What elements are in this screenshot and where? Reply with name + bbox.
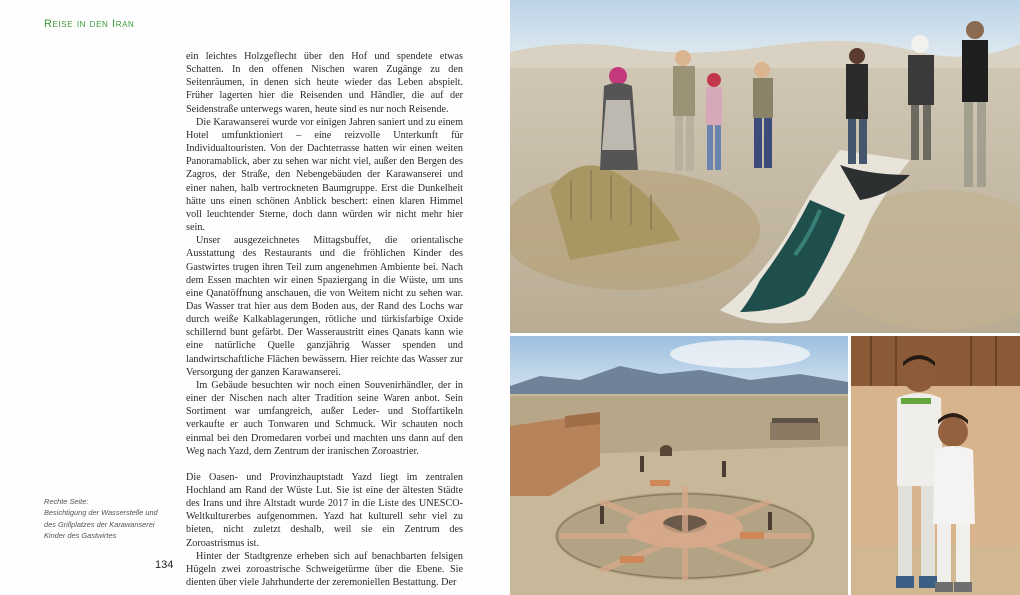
caption-line: des Grillplatzes der Karawanserei xyxy=(44,519,155,529)
paragraph: Die Oasen- und Provinzhauptstadt Yazd liegt im zentralen Hochland am Rand der Wüste Lut. Sie ist eine der ältesten Städte des Irans und ihre Altstadt wurde 2017 in die Liste des UNESCO-Weltkulturerbes aufgenommen. Yazd hat kulturell sehr viel zu bieten, nicht zuletzt deshalb, weil sie ein Zentrum des Zoroastrismus ist. xyxy=(186,471,463,549)
running-head: Reise in den Iran xyxy=(44,18,135,30)
paragraph: Im Gebäude besuchten wir noch einen Souvenirhändler, der in einer der Nischen nach alter Tradition seine Waren anbot. Sein Sortiment war umfangreich, außer Leder- und Stoffartikeln verkaufte er auch Tonwaren und Schmuck. Wir schauten noch einmal bei den Dromedaren vorbei und machten uns dann auf den Weg nach Yazd, dem Zentrum der iranischen Zoroastrier. xyxy=(186,379,463,457)
photo-caption xyxy=(44,496,179,541)
paragraph: Die Karawanserei wurde vor einigen Jahren saniert und zu einem Hotel umfunktioniert – eine reizvolle Unterkunft für Individualtouristen. Von der Dachterrasse hatten wir einen weiten Panoramablick, aber zu sehen war nicht viel, außer den Bergen des Zagros, der Straße, den Nebengebäuden der Karawanserei und einer nahen, halb vertrockneten Baumgruppe. Erst die Dunkelheit hätte uns einen schönen Anblick beschert: einen klaren Himmel voll leuchtender Sterne, doch dann würden wir nicht mehr hier sein. xyxy=(186,116,463,234)
photo-water-spring xyxy=(510,0,1020,333)
photo-children xyxy=(851,336,1020,595)
page-number: 134 xyxy=(155,559,174,571)
paragraph: ein leichtes Holzgeflecht über den Hof und spendete etwas Schatten. In den offenen Nischen waren Zugänge zu den Seitenräumen, in denen sich heute wieder das Leben abspielt. Früher lagerten hier die Reisenden und Händler, die auf der Seidenstraße unterwegs waren, heute sind es nur noch Reisende. xyxy=(186,51,463,115)
caption-line: Kinder des Gastwirtes xyxy=(44,530,117,540)
body-text xyxy=(186,50,463,589)
caption-line: Besichtigung der Wasserstelle und xyxy=(44,508,158,518)
paragraph: Hinter der Stadtgrenze erheben sich auf benachbarten felsigen Hügeln zwei zoroastrische Schweigetürme über die Ebene. Sie dienten über viele Jahrhunderte der zeremoniellen Bestattung. Der xyxy=(186,550,463,589)
paragraph: Unser ausgezeichnetes Mittagsbuffet, die orientalische Ausstattung des Restaurants und die fröhlichen Kinder des Gastwirtes trugen ihren Teil zum angenehmen Ambiente bei. Nach dem Essen machten wir einen Spaziergang in die Wüste, um uns eine Qanatöffnung anschauen, die von Weitem nicht zu sehen war. Das Wasser trat hier aus dem Boden aus, der Rand des Lochs war durch weiße Kalkablagerungen, rötliche und türkisfarbige Oxide schillernd bunt gefärbt. Der Wasseraustritt eines Qanats kann wie eine natürliche Quelle ganzjährig Wasser spenden und landwirtschaftliche Flächen bewässern. Hier reichte das Wasser zur Versorgung der ganzen Karawanserei. xyxy=(186,235,463,378)
caption-line: Rechte Seite: xyxy=(44,497,89,506)
photo-caravanserai-grill-area xyxy=(510,336,848,595)
